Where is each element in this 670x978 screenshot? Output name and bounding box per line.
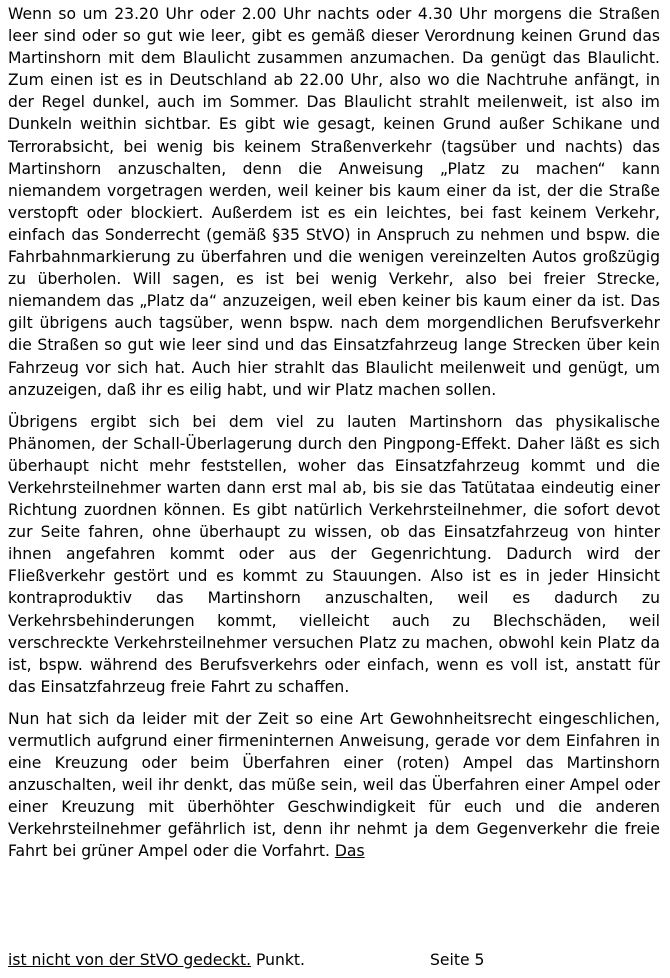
paragraph-1: Wenn so um 23.20 Uhr oder 2.00 Uhr nachts oder 4.30 Uhr morgens die Straßen leer sind oder so gut wie leer, gibt es gemäß dieser Verordnung keinen Grund das Martinshorn mit dem Blaulicht zusammen anzumachen. Da genügt das Blaulicht. Zum einen ist es in Deutschland ab 22.00 Uhr, also wo die Nachtruhe anfängt, in der Regel dunkel, auch im Sommer. Das Blaulicht strahlt meilenweit, ist also im Dunkeln weithin sichtbar. Es gibt wie gesagt, keinen Grund außer Schikane und Terrorabsicht, bei wenig bis keinem Straßenverkehr (tagsüber und nachts) das Martinshorn anzuschalten, denn die Anweisung „Platz zu machen“ kann niemandem vorgetragen werden, weil keiner bis kaum einer da ist, der die Straße verstopft oder blockiert. Außerdem ist es ein leichtes, bei fast keinem Verkehr, einfach das Sonderrecht (gemäß §35 StVO) in Anspruch zu nehmen und bspw. die Fahrbahnmarkierung zu überfahren und die wenigen vereinzelten Autos großzügig zu überholen. Will sagen, es ist bei wenig Verkehr, also bei freier Strecke, niemandem das „Platz da“ anzuzeigen, weil eben keiner bis kaum einer da ist. Das gilt übrigens auch tagsüber, wenn bspw. nach dem morgendlichen Berufsverkehr die Straßen so gut wie leer sind und das Einsatzfahrzeug lange Strecken über kein Fahrzeug vor sich hat. Auch hier strahlt das Blaulicht meilenweit und genügt, um anzuzeigen, daß ihr es eilig habt, und wir Platz machen sollen.: [8, 5, 660, 399]
underlined-text-start: Das: [334, 842, 365, 861]
document-page: [8, 3, 660, 973]
last-line: [8, 949, 305, 971]
last-line-tail: Punkt.: [251, 951, 306, 969]
paragraph-2: Übrigens ergibt sich bei dem viel zu lauten Martinshorn das physikalische Phänomen, der Schall-Überlagerung durch den Pingpong-Effekt. Daher läßt es sich überhaupt nicht mehr feststellen, woher das Einsatzfahrzeug kommt und die Verkehrsteilnehmer warten dann erst mal ab, bis sie das Tatütataa eindeutig einer Richtung zuordnen können. Es gibt natürlich Verkehrsteilnehmer, die sofort devot zur Seite fahren, ohne überhaupt zu wissen, ob das Einsatzfahrzeug von hinter ihnen angefahren kommt oder aus der Gegenrichtung. Dadurch wird der Fließverkehr gestört und es kommt zu Stauungen. Also ist es in jeder Hinsicht kontraproduktiv das Martinshorn anzuschalten, weil es dadurch zu Verkehrsbehinderungen kommt, vielleicht auch zu Blechschäden, weil verschreckte Verkehrsteilnehmer versuchen Platz zu machen, obwohl kein Platz da ist, bspw. während des Berufsverkehrs oder einfach, wenn es voll ist, anstatt für das Einsatzfahrzeug freie Fahrt zu schaffen.: [8, 412, 660, 696]
paragraph-3: [8, 708, 660, 863]
underlined-text: ist nicht von der StVO gedeckt.: [8, 951, 252, 969]
paragraph-3-text: Nun hat sich da leider mit der Zeit so eine Art Gewohnheitsrecht eingeschlichen, vermutlich aufgrund einer firmeninternen Anweisung, gerade vor dem Einfahren in eine Kreuzung oder beim Überfahren einer (roten) Ampel das Martinshorn anzuschalten, weil ihr denkt, das müße sein, weil das Überfahren einer Ampel oder einer Kreuzung mit überhöhter Geschwindigkeit für euch und die anderen Verkehrsteilnehmer gefährlich ist, denn ihr nehmt ja dem Gegenverkehr die freie Fahrt bei grüner Ampel oder die Vorfahrt.: [8, 709, 660, 861]
page-number: Seite 5: [430, 951, 485, 969]
